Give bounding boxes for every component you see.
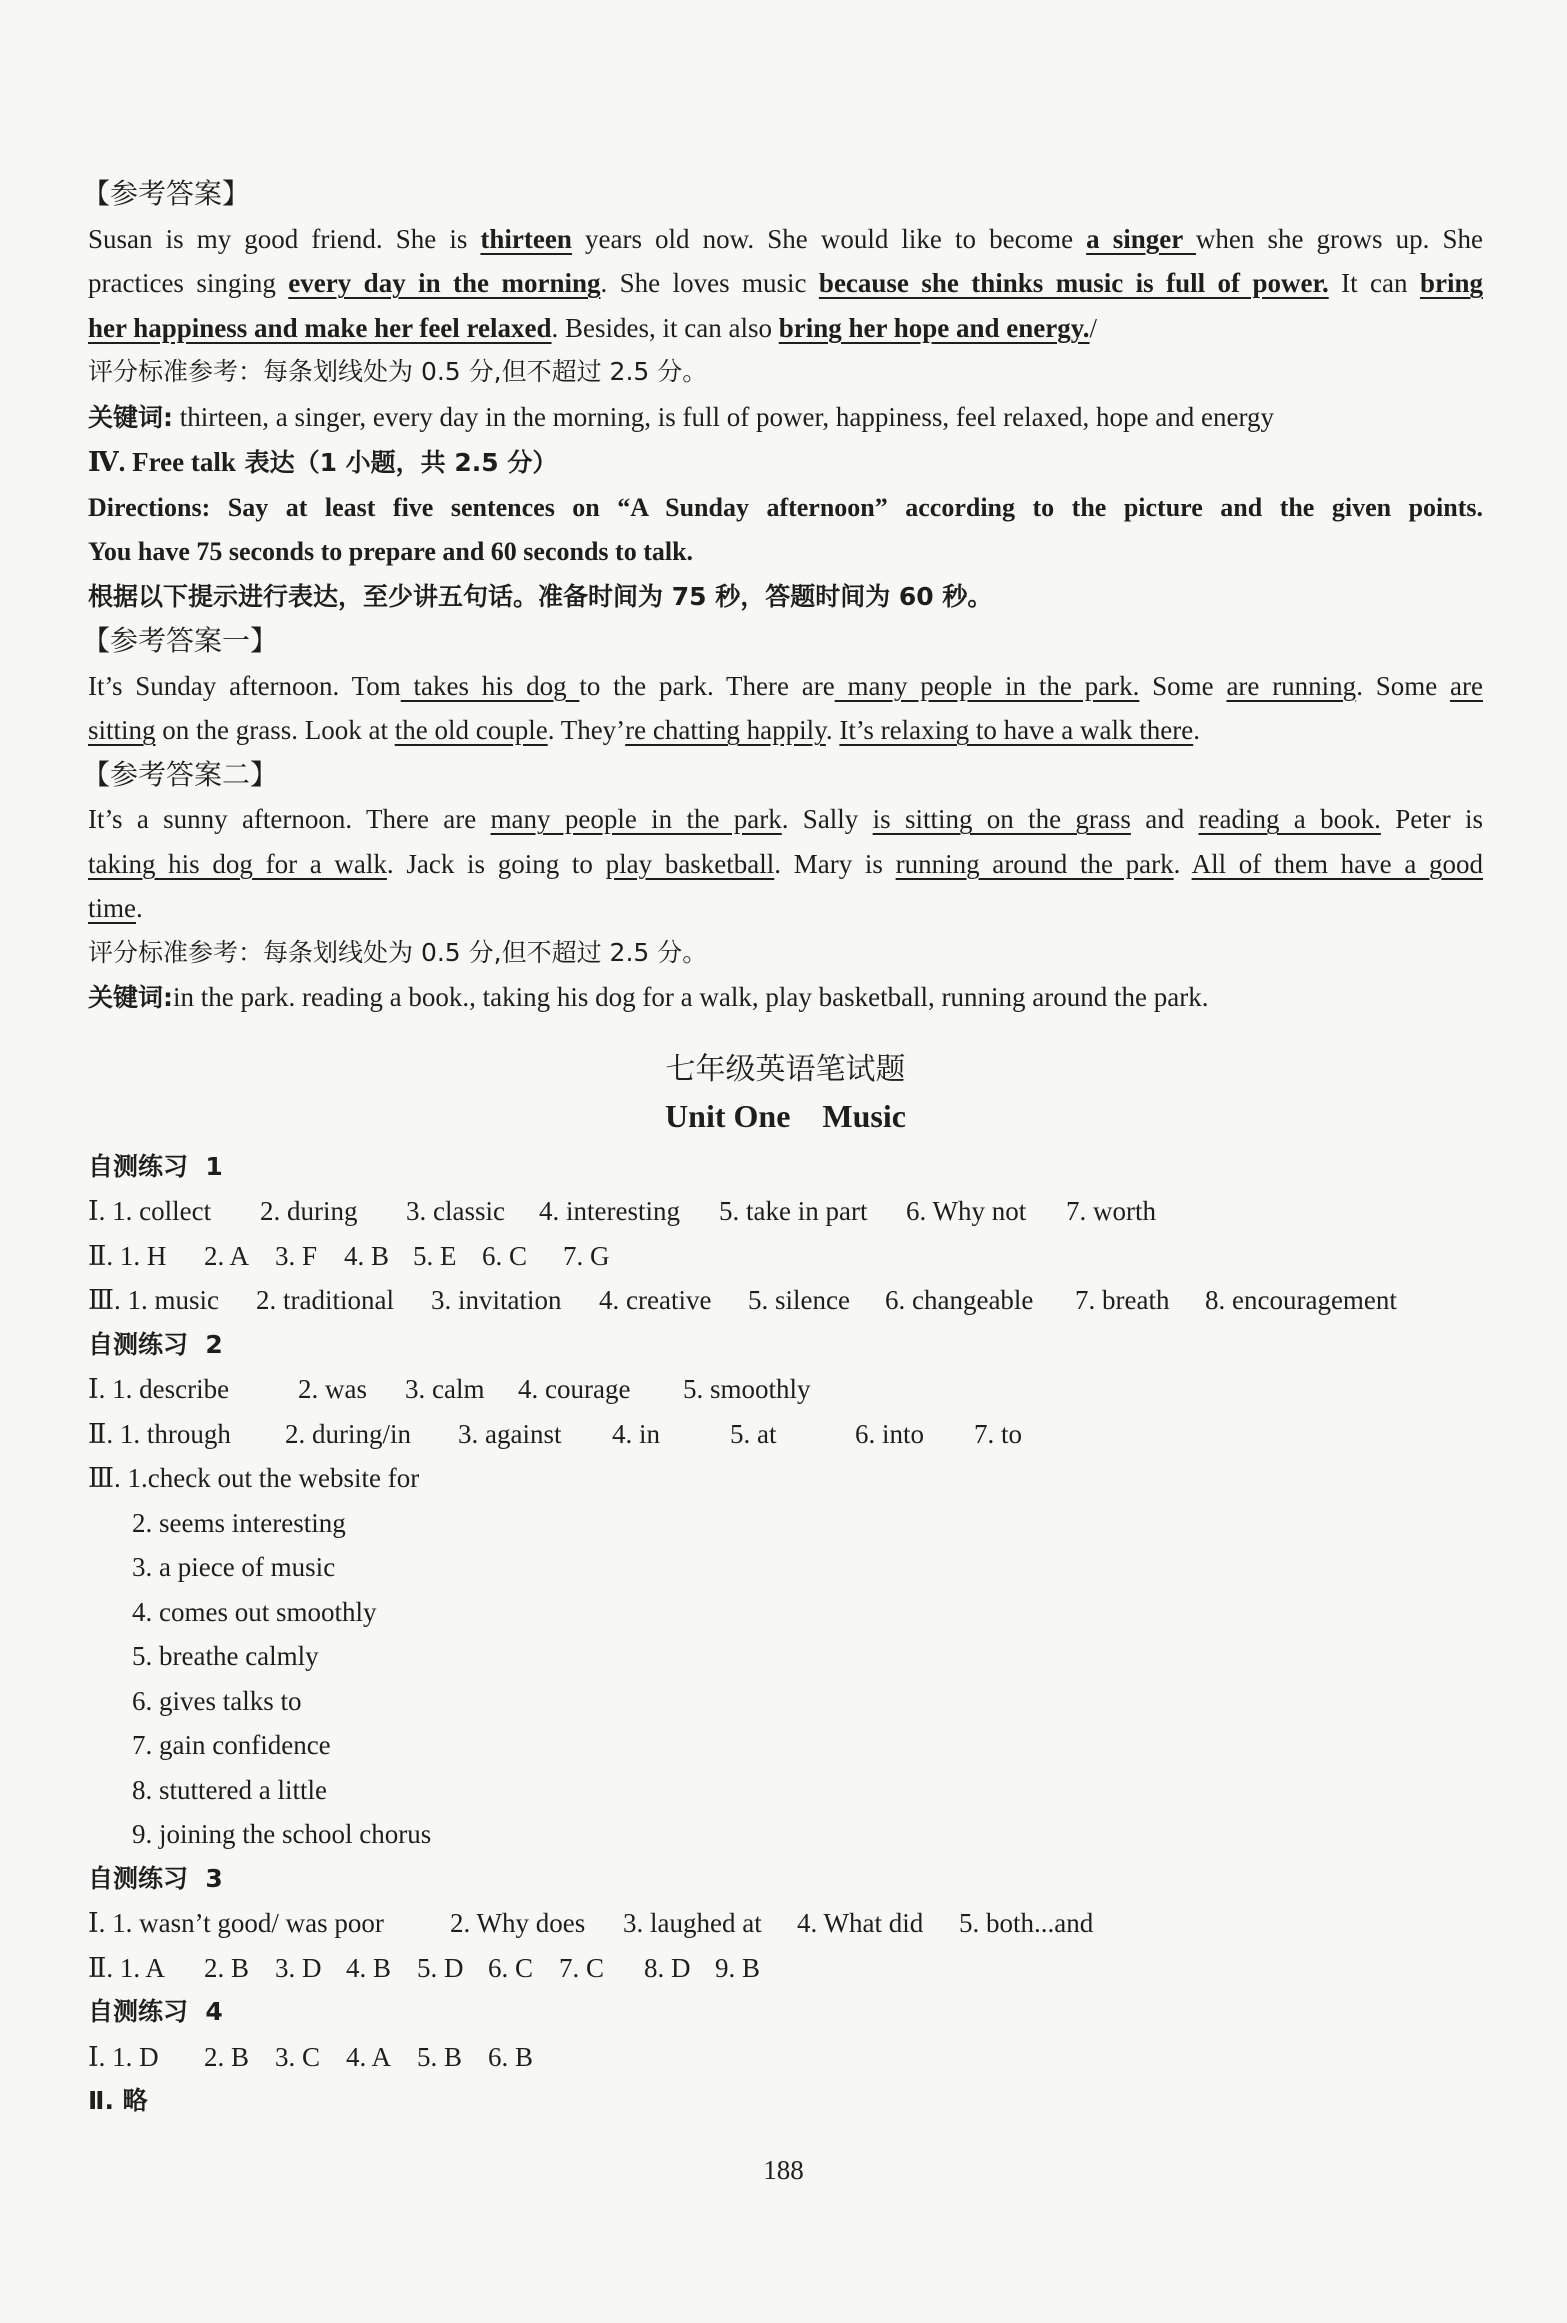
answer-item: 2. during/in: [285, 1418, 411, 1449]
underlined-answer: is sitting on the grass: [872, 804, 1131, 834]
answer-item: 7. C: [559, 1952, 605, 1983]
underlined-answer: re chatting happily: [625, 715, 826, 745]
answer-item: 2. B: [204, 2041, 250, 2072]
answer-item: 2. during: [260, 1196, 358, 1226]
answer-item: 2. was: [298, 1374, 367, 1404]
underlined-answer: reading a book.: [1198, 804, 1381, 834]
answer-item: 3. invitation: [431, 1285, 562, 1315]
text-run: . Besides, it can also: [551, 312, 779, 343]
answer-item: 5. D: [417, 1952, 464, 1983]
written-test-title: 七年级英语笔试题: [665, 1051, 906, 1087]
keywords-line: [88, 395, 1483, 441]
answer-item: 8. D: [644, 1952, 691, 1983]
answer-item: 4. interesting: [539, 1196, 680, 1226]
answer-paragraph-line: [88, 797, 1483, 842]
answer-paragraph-line: [88, 886, 1483, 931]
underlined-answer: takes his dog: [400, 670, 580, 701]
answer-item: 6. C: [488, 1952, 534, 1983]
keywords-label: 关键词:: [88, 983, 173, 1012]
section-title: [88, 440, 1483, 486]
answer-item: Ⅱ. 1. A: [88, 1952, 165, 1983]
underlined-answer: a singer: [1086, 223, 1196, 254]
answer-item: 4. courage: [518, 1374, 631, 1404]
directions-line: You have 75 seconds to prepare and 60 seconds to talk.: [88, 537, 694, 566]
underlined-answer: All of them have a good: [1191, 848, 1484, 879]
text-run: Susan is my good friend. She is: [88, 223, 481, 254]
answer-item: 3. calm: [405, 1374, 485, 1404]
directions-line: Directions: Say at least five sentences on “A Sunday afternoon” according to the picture and the given points.: [88, 492, 1483, 522]
text-run: to the park. There are: [579, 670, 835, 701]
text-run: . Some: [1356, 670, 1451, 701]
page-content: [82, 172, 1484, 2124]
answer-item: 7. breath: [1075, 1285, 1170, 1315]
list-item: 3. a piece of music: [132, 1552, 336, 1582]
answer-item: 6. Why not: [906, 1196, 1027, 1226]
answer-item: 6. changeable: [885, 1285, 1034, 1315]
answer-paragraph-line: [88, 261, 1483, 306]
text-run: It can: [1328, 268, 1420, 298]
answer-row: [88, 1901, 1483, 1946]
section-title-zh: 表达（1 小题，共 2.5 分）: [235, 448, 558, 477]
answer-paragraph-line: [88, 664, 1483, 709]
answer-paragraph-line: [88, 842, 1483, 887]
underlined-answer: taking his dog for a walk: [88, 848, 387, 879]
text-run: . Mary is: [774, 848, 896, 879]
answer-item: 2. A: [204, 1240, 250, 1271]
answer-paragraph-line: [88, 217, 1483, 262]
list-item: 8. stuttered a little: [132, 1774, 327, 1805]
underlined-answer: are: [1450, 670, 1483, 701]
answer-row: [88, 2035, 1483, 2080]
practice-label: 自测练习 4: [88, 1997, 223, 2026]
list-item: 2. seems interesting: [132, 1507, 346, 1538]
underlined-answer: bring: [1419, 268, 1483, 298]
text-run: . She loves music: [600, 268, 819, 298]
underlined-answer: many people in the park.: [834, 670, 1140, 701]
answer-item: 9. B: [715, 1952, 761, 1983]
underlined-answer: thirteen: [480, 223, 572, 254]
text-run: . They’: [547, 715, 626, 745]
page-number: 188: [763, 2155, 804, 2185]
list-item: 9. joining the school chorus: [132, 1819, 432, 1849]
directions-zh: 根据以下提示进行表达，至少讲五句话。准备时间为 75 秒，答题时间为 60 秒。: [88, 581, 993, 611]
answer-row: [88, 1367, 1483, 1412]
keywords-line: [88, 975, 1483, 1021]
keywords-label: 关键词:: [88, 402, 173, 432]
answer-item: Ⅲ. 1. music: [88, 1285, 220, 1315]
list-item: 6. gives talks to: [132, 1685, 302, 1716]
underlined-answer: are running: [1226, 670, 1357, 701]
text-run: Some: [1139, 670, 1227, 701]
text-run: .: [825, 715, 840, 745]
text-run: It’s Sunday afternoon. Tom: [88, 670, 401, 701]
answer-item: 3. D: [275, 1952, 322, 1983]
answer-item: 2. B: [204, 1952, 250, 1983]
answer-item: 7. worth: [1066, 1196, 1156, 1226]
practice-label: 自测练习 3: [88, 1863, 223, 1893]
underlined-answer: bring her hope and energy.: [778, 312, 1090, 343]
answer-paragraph-line: [88, 708, 1483, 753]
answer-item: 7. to: [974, 1418, 1023, 1449]
practice-label: 自测练习 1: [88, 1151, 223, 1181]
section-title-en: Ⅳ. Free talk: [88, 447, 236, 477]
answer-item: 3. against: [458, 1418, 562, 1449]
list-item: 5. breathe calmly: [132, 1641, 319, 1671]
answer-header: 【参考答案】: [82, 177, 251, 210]
answer-item: 7. G: [563, 1240, 610, 1271]
text-run: .: [1193, 715, 1200, 745]
text-run: on the grass. Look at: [155, 715, 395, 745]
underlined-answer: every day in the morning: [288, 268, 601, 298]
text-run: .: [136, 893, 143, 923]
answer-item: Ⅰ. 1. D: [88, 2041, 159, 2072]
text-run: /: [1089, 312, 1098, 343]
answer-row: [88, 1278, 1483, 1323]
answer-item: 4. A: [346, 2041, 392, 2072]
text-run: when she grows up. She: [1195, 223, 1483, 254]
answer-item: 4. in: [612, 1418, 661, 1449]
underlined-answer: play basketball: [605, 848, 775, 879]
answer-item: 4. B: [346, 1952, 392, 1983]
answer-item: Ⅱ. 1. through: [88, 1418, 231, 1449]
answer-item: Ⅱ. 1. H: [88, 1240, 167, 1271]
answer-item: 6. C: [482, 1240, 528, 1271]
text-run: Peter is: [1380, 804, 1483, 834]
answer-item: Ⅰ. 1. collect: [88, 1196, 212, 1226]
underlined-answer: the old couple: [394, 715, 548, 745]
text-run: . Jack is going to: [386, 848, 606, 879]
answer-item: 4. What did: [797, 1908, 924, 1938]
answer-item: 4. B: [344, 1240, 390, 1271]
underlined-answer: many people in the park: [490, 804, 782, 834]
answer-item: 3. classic: [406, 1196, 505, 1226]
text-run: practices singing: [88, 268, 289, 298]
text-run: .: [1173, 848, 1192, 879]
list-item: 7. gain confidence: [132, 1730, 331, 1760]
answer-item: 3. C: [275, 2041, 321, 2072]
answer-item: 5. B: [417, 2041, 463, 2072]
underlined-answer: because she thinks music is full of power.: [818, 268, 1329, 298]
score-criteria: 评分标准参考：每条划线处为 0.5 分,但不超过 2.5 分。: [88, 937, 708, 967]
practice-label: 自测练习 2: [88, 1329, 223, 1359]
answer-item: Ⅰ. 1. wasn’t good/ was poor: [88, 1908, 384, 1938]
answer-row: [88, 1946, 1483, 1991]
answer-item: Ⅰ. 1. describe: [88, 1374, 230, 1404]
text-run: It’s a sunny afternoon. There are: [88, 804, 491, 834]
answer-item: 4. creative: [599, 1285, 712, 1315]
text-run: . Sally: [781, 804, 873, 834]
text-run: and: [1130, 804, 1199, 834]
answer-item: 5. both...and: [959, 1908, 1094, 1938]
underlined-answer: sitting: [88, 715, 156, 745]
answer-row: Ⅲ. 1.check out the website for: [88, 1463, 420, 1493]
answer-paragraph-line: [88, 306, 1483, 351]
answer-item: 5. E: [413, 1240, 457, 1271]
answer-item: 3. laughed at: [623, 1908, 762, 1938]
answer-item: 5. silence: [748, 1285, 850, 1315]
answer-item: 8. encouragement: [1205, 1285, 1397, 1315]
answer-row: [88, 1412, 1483, 1457]
answer-row: [88, 1234, 1483, 1279]
answer-item: 2. traditional: [256, 1285, 394, 1315]
score-criteria: 评分标准参考：每条划线处为 0.5 分,但不超过 2.5 分。: [88, 357, 708, 386]
answer-item: 2. Why does: [450, 1908, 586, 1938]
underlined-answer: It’s relaxing to have a walk there: [839, 715, 1194, 745]
underlined-answer: time: [88, 893, 136, 923]
answer-header: 【参考答案一】: [82, 624, 279, 657]
answer-item: 6. into: [855, 1418, 925, 1449]
underlined-answer: her happiness and make her feel relaxed: [88, 312, 552, 343]
answer-item: 6. B: [488, 2041, 534, 2072]
text-run: years old now. She would like to become: [571, 223, 1087, 254]
keywords-text: in the park. reading a book., taking his dog for a walk, play basketball, running around the park.: [173, 982, 1209, 1012]
keywords-text: thirteen, a singer, every day in the morning, is full of power, happiness, feel relaxed, hope and energy: [173, 401, 1274, 432]
answer-item: 5. take in part: [719, 1196, 868, 1226]
list-item: 4. comes out smoothly: [132, 1596, 377, 1627]
answer-item: 3. F: [275, 1240, 318, 1271]
answer-row: [88, 1189, 1483, 1234]
answer-header: 【参考答案二】: [82, 757, 279, 791]
underlined-answer: running around the park: [895, 848, 1174, 879]
answer-row: Ⅱ. 略: [88, 2086, 148, 2115]
answer-item: 5. at: [730, 1418, 777, 1449]
unit-title: Unit One Music: [665, 1097, 906, 1134]
answer-item: 5. smoothly: [683, 1374, 811, 1404]
